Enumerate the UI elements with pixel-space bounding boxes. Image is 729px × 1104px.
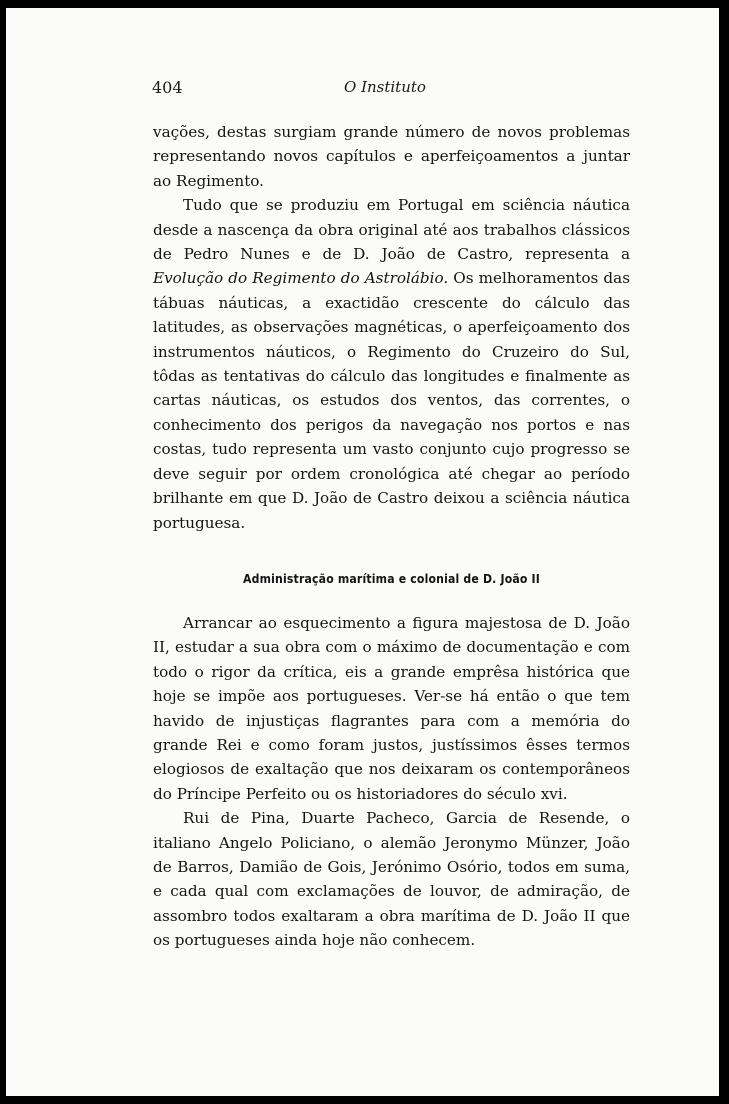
paragraph-3: Arrancar ao esquecimento a figura majestosa de D. João II, estudar a sua obra com o máximo de documentação e com todo o rigor da crítica, eis a grande emprêsa histórica que hoje se impõe aos portugueses. Ver-se há então o que tem havido de injustiças flagrantes para com a memória do grande Rei e como foram justos, justíssimos êsses termos elogiosos de exaltação que nos deixaram os contemporâneos do Príncipe Perfeito ou os historiadores do século xvi. <box>153 613 630 803</box>
section-heading: Administração marítima e colonial de D. João II <box>242 570 541 586</box>
running-title: O Instituto <box>344 78 426 96</box>
body-text <box>153 120 630 953</box>
book-page <box>6 8 719 1096</box>
paragraph-2-end: Os melhoramentos das tábuas náuticas, a exactidão crescente do cálculo das latitudes, as observações magnéticas, o aperfeiçoamento dos instrumentos náuticos, o Regimento do Cruzeiro do Sul, tôdas as tentativas do cálculo das longitudes e finalmente as cartas náuticas, os estudos dos ventos, das correntes, o conhecimento dos perigos da navegação nos portos e nas costas, tudo representa um vasto conjunto cujo progresso se deve seguir por ordem cronológica até chegar ao período brilhante em que D. João de Castro deixou a sciência náutica portuguesa. <box>153 269 630 532</box>
paragraph-2 <box>153 193 630 535</box>
paragraph-4: Rui de Pina, Duarte Pacheco, Garcia de Resende, o italiano Angelo Policiano, o alemão Jeronymo Münzer, João de Barros, Damião de Gois, Jerónimo Osório, todos em suma, e cada qual com exclamações de louvor, de admiração, de assombro todos exaltaram a obra marítima de D. João II que os portugueses ainda hoje não conhecem. <box>153 809 630 950</box>
page-header <box>152 78 632 104</box>
paragraph-2-start: Tudo que se produziu em Portugal em sciência náutica desde a nascença da obra original até aos trabalhos clássicos de Pedro Nunes e de D. João de Castro, representa a <box>153 196 630 264</box>
paragraph-1: vações, destas surgiam grande número de novos problemas representando novos capítulos e aperfeiçoamentos a juntar ao Regimento. <box>153 123 630 190</box>
paragraph-2-italic-title: Evolução do Regimento do Astrolábio. <box>153 269 449 288</box>
page-number: 404 <box>152 78 183 97</box>
